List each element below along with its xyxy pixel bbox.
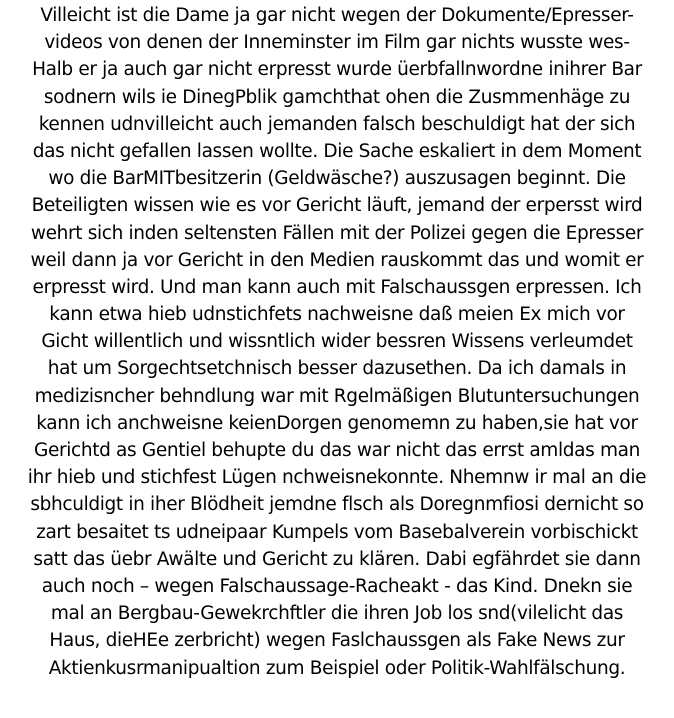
- text-line: kennen udnvilleicht auch jemanden falsch beschuldigt hat der sich: [38, 113, 636, 135]
- text-line: Villeicht ist die Dame ja gar nicht wegen der Dokumente/Epresser-: [40, 5, 634, 26]
- text-line: das nicht gefallen lassen wollte. Die Sache eskaliert in dem Moment: [32, 140, 642, 162]
- text-line: zart besaitet ts udneipaar Kumpels vom Basebalverein vorbischickt: [36, 521, 638, 543]
- text-line: Beteiligten wissen wie es vor Gericht läuft, jemand der erpersst wird: [31, 195, 643, 217]
- text-line: kann ich anchweisne keienDorgen genomemn zu haben,sie hat vor: [36, 412, 638, 434]
- text-line: erpresst wird. Und man kann auch mit Falschaussgen erpressen. Ich: [32, 276, 642, 298]
- text-line: sbhculdigt in iher Blödheit jemdne flsch als Doregnmfiosi dernicht so: [30, 494, 644, 516]
- text-line: videos von denen der Inneminster im Film gar nichts wusste wes-: [44, 32, 630, 54]
- text-line: medizisncher behndlung war mit Rgelmäßigen Blutuntersuchungen: [34, 385, 640, 407]
- text-line: Haus, dieHEe zerbricht) wegen Faslchaussgen als Fake News zur: [49, 630, 625, 652]
- text-line: sodnern wils ie DinegPblik gamchthat ohen die Zusmmenhäge zu: [43, 86, 631, 108]
- text-line: hat um Sorgechtsetchnisch besser dazusethen. Da ich damals in: [47, 358, 627, 380]
- text-line: wo die BarMITbesitzerin (Geldwäsche?) auszusagen beginnt. Die: [48, 168, 626, 190]
- text-line: ihr hieb und stichfest Lügen nchweisnekonnte. Nhemnw ir mal an die: [27, 467, 647, 489]
- text-line: weil dann ja vor Gericht in den Medien rauskommt das und womit er: [30, 249, 644, 271]
- text-line: mal an Bergbau-Gewekrchftler die ihren Job los snd(vilelicht das: [50, 603, 624, 625]
- text-line: Gerichtd as Gentiel behupte du das war nicht das errst amldas man: [33, 440, 641, 461]
- text-line: Gicht willentlich und wissntlich wider bessren Wissens verleumdet: [41, 331, 633, 353]
- text-line: wehrt sich inden seltensten Fällen mit der Polizei gegen die Epresser: [30, 222, 644, 244]
- text-line: Halb er ja auch gar nicht erpresst wurde üerbfallnwordne inihrer Bar: [32, 59, 642, 81]
- body-text: [0, 2, 674, 682]
- text-line: satt das üebr Awälte und Gericht zu klären. Dabi egfährdet sie dann: [33, 548, 641, 570]
- text-line: auch noch – wegen Falschaussage-Racheakt - das Kind. Dnekn sie: [41, 575, 633, 597]
- text-line: Aktienkusrmanipualtion zum Beispiel oder Politik-Wahlfälschung.: [48, 657, 626, 679]
- text-line: kann etwa hieb udnstichfets nachweisne daß meien Ex mich vor: [49, 304, 625, 326]
